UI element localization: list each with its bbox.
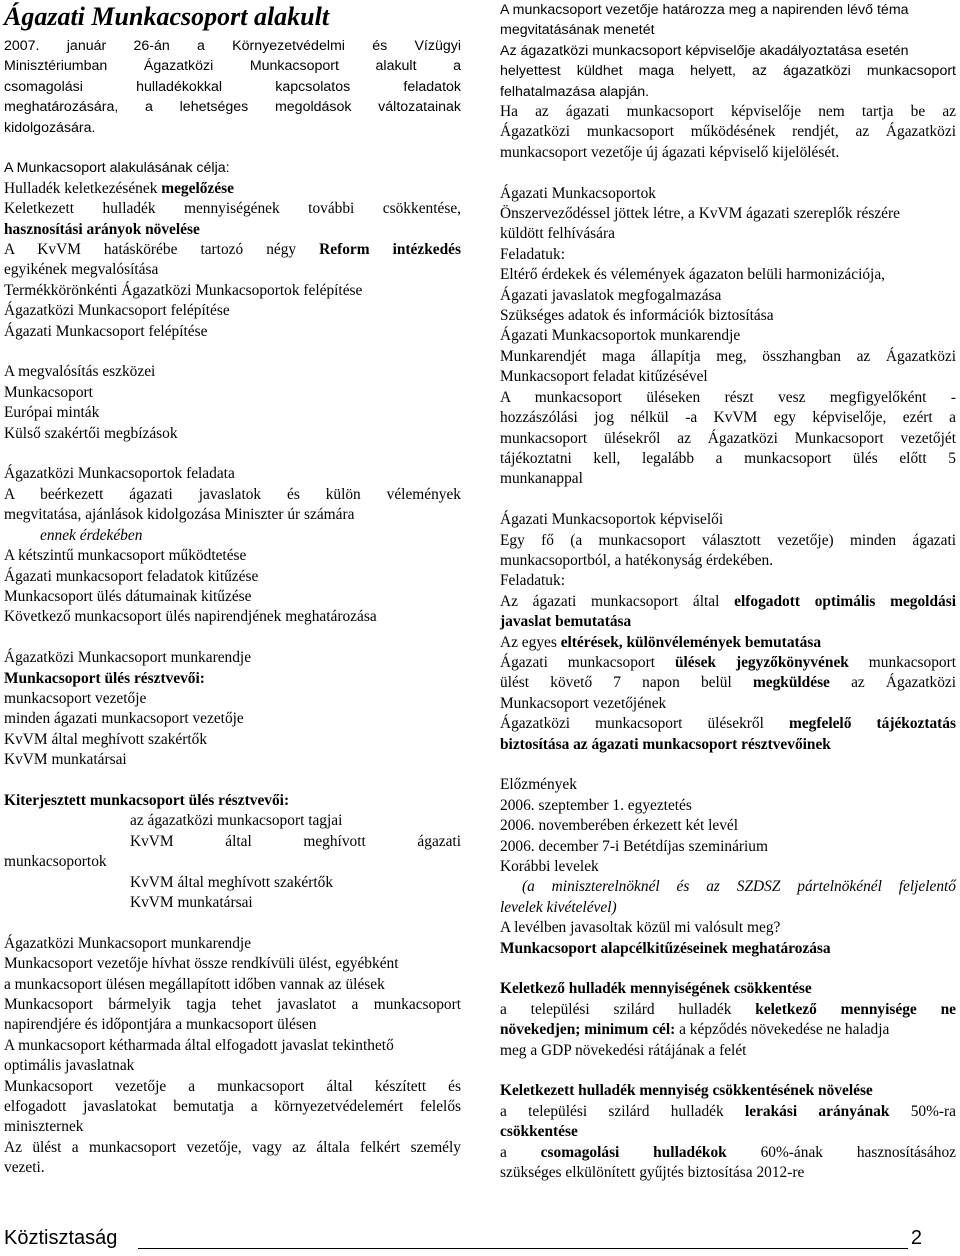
text-line: egyikének megvalósítása	[4, 261, 159, 279]
text-line: 2006. szeptember 1. egyeztetés	[500, 796, 692, 814]
text-run: a	[500, 1143, 541, 1161]
text-run: ülést követő 7 napon belül	[500, 674, 753, 692]
text-line: A Munkacsoport alakulásának célja:	[4, 160, 230, 177]
text-run: munkacsoport	[848, 653, 956, 671]
bold-text-run: lerakási arányának	[744, 1102, 890, 1120]
text-line	[500, 714, 956, 734]
text-run: az Ágazatközi	[829, 674, 957, 692]
text-run: Ágazati munkacsoport	[500, 653, 675, 671]
text-line: Feladatuk:	[500, 245, 565, 263]
text-line: miniszternek	[4, 1118, 84, 1136]
text-run: Hulladék keletkezésének	[4, 179, 162, 197]
text-line: vezeti.	[4, 1159, 45, 1177]
paragraph-spacer	[4, 771, 461, 791]
text-line	[500, 1122, 956, 1142]
text-line: Munkacsoport alapcélkitűzéseinek meghatározása	[500, 939, 831, 957]
text-line: Ágazatközi Munkacsoportok feladata	[4, 465, 235, 483]
text-line	[500, 1000, 956, 1020]
text-line: optimális javaslatnak	[4, 1057, 135, 1075]
page-footer	[4, 1226, 922, 1250]
text-line	[500, 592, 956, 612]
text-line: (a miniszterelnöknél és az SZDSZ pártelnökénél feljelentő	[522, 878, 956, 896]
text-line: munkanappal	[500, 470, 583, 488]
text-line: Ágazati munkacsoport feladatok kitűzése	[4, 567, 259, 585]
text-line: Ágazatközi munkacsoport működésének rendjét, az Ágazatközi	[500, 123, 956, 141]
paragraph-spacer	[500, 1061, 956, 1081]
paragraph-spacer	[500, 959, 956, 979]
paragraph-spacer	[500, 490, 956, 510]
column-separator	[483, 0, 484, 1196]
text-run: Az egyes	[500, 633, 561, 651]
text-line: munkacsoportok	[4, 853, 107, 871]
footer-section-name: Köztisztaság	[4, 1227, 118, 1249]
text-line	[500, 633, 956, 653]
text-line: Ágazati Munkacsoportok munkarendje	[500, 327, 741, 345]
text-line: megvitatása, ajánlások kidolgozása Miniszter úr számára	[4, 506, 355, 524]
bold-text-run: megfelelő tájékoztatás	[789, 715, 956, 733]
text-run: 50%-ra	[889, 1102, 956, 1120]
text-line: KvVM által meghívott ágazati	[130, 832, 461, 850]
text-line: küldött felhívására	[500, 225, 615, 243]
text-line: tájékoztatni kell, legalább a munkacsoport ülés előtt 5	[500, 449, 956, 467]
text-run: a települési szilárd hulladék	[500, 1102, 745, 1120]
text-line: szükséges elkülönített gyűjtés biztosítása 2012-re	[500, 1164, 805, 1182]
text-line: Keletkező hulladék mennyiségének csökkentése	[500, 980, 812, 998]
text-line: meg a GDP növekedési rátájának a felét	[500, 1041, 747, 1059]
bold-text-run: megküldése	[752, 674, 830, 692]
text-line: hozzászólási jog nélkül -a KvVM egy képviselője, ezért a	[500, 409, 956, 427]
text-line: A beérkezett ágazati javaslatok és külön vélemények	[4, 485, 461, 503]
text-line: KvVM munkatársai	[130, 893, 253, 911]
text-line: A kétszintű munkacsoport működtetése	[4, 547, 247, 565]
text-line: Önszerveződéssel jöttek létre, a KvVM ágazati szereplők részére	[500, 205, 900, 223]
text-line: Ha az ágazati munkacsoport képviselője nem tartja be az	[500, 103, 956, 121]
text-line	[500, 1020, 956, 1040]
text-line: Korábbi levelek	[500, 858, 599, 876]
text-line: Munkacsoport feladat kitűzésével	[500, 368, 708, 386]
text-line: Termékkörönkénti Ágazatközi Munkacsoportok felépítése	[4, 281, 363, 299]
text-line: Keletkezett hulladék mennyiségének további csökkentése,	[4, 200, 461, 218]
right-column	[500, 0, 956, 1183]
text-line: KvVM által meghívott szakértők	[4, 730, 208, 748]
text-line: kidolgozására.	[4, 119, 96, 136]
text-line: munkacsoport ülésekről az Ágazatközi Munkacsoport vezetőjét	[500, 429, 956, 447]
text-line: 2007. január 26-án a Környezetvédelmi és Vízügyi	[4, 38, 461, 54]
text-line: Ágazati Munkacsoport felépítése	[4, 322, 208, 340]
text-line: A munkacsoport vezetője határozza meg a napirenden lévő téma	[500, 2, 909, 18]
text-line: Szükséges adatok és információk biztosítása	[500, 307, 774, 325]
text-line: Munkacsoport vezetője a munkacsoport által készített és	[4, 1077, 461, 1095]
paragraph-spacer	[4, 913, 461, 933]
paragraph-spacer	[500, 163, 956, 183]
paragraph-spacer	[4, 342, 461, 362]
text-line	[500, 1102, 956, 1122]
text-line: Egy fő (a munkacsoport választott vezetője) minden ágazati	[500, 531, 956, 549]
text-line: A munkacsoport üléseken részt vesz megfigyelőként -	[500, 388, 956, 406]
text-line: Feladatuk:	[500, 572, 565, 590]
bold-text-run: hasznosítási arányok növelése	[4, 220, 200, 238]
bold-text-run: keletkező mennyisége ne	[755, 1000, 956, 1018]
text-line: munkacsoport vezetője új ágazati képviselő kijelölését.	[500, 143, 840, 161]
bold-text-run: javaslat bemutatása	[500, 613, 632, 631]
text-line: helyettest küldhet maga helyett, az ágazatközi munkacsoport	[500, 63, 956, 80]
text-line: Ágazatközi Munkacsoport munkarendje	[4, 649, 252, 667]
text-line: csomagolási hulladékokkal kapcsolatos feladatok	[4, 78, 461, 95]
text-run: a képződés növekedése ne haladja	[675, 1021, 890, 1039]
text-line: A megvalósítás eszközei	[4, 363, 156, 381]
text-line: Az ülést a munkacsoport vezetője, vagy az általa felkért személy	[4, 1138, 461, 1156]
paragraph-spacer	[4, 628, 461, 648]
text-line: A munkacsoport kétharmada által elfogadott javaslat tekinthető	[4, 1036, 394, 1054]
text-line	[500, 673, 956, 693]
text-line: ennek érdekében	[40, 526, 143, 544]
bold-text-run: biztosítása az ágazati munkacsoport résztvevőinek	[500, 735, 831, 753]
article-title: Ágazati Munkacsoport alakult	[4, 2, 330, 31]
text-line: az ágazatközi munkacsoport tagjai	[130, 812, 343, 830]
text-line: Munkacsoport	[4, 383, 93, 401]
text-run: 60%-ának hasznosításához	[726, 1143, 956, 1161]
left-column	[4, 0, 461, 1179]
text-line: KvVM által meghívott szakértők	[130, 873, 334, 891]
paragraph-spacer	[500, 755, 956, 775]
text-line: Következő munkacsoport ülés napirendjének meghatározása	[4, 608, 377, 626]
text-line	[500, 735, 956, 755]
bold-text-run: megelőzése	[161, 179, 234, 197]
bold-text-run: ülések jegyzőkönyvének	[674, 653, 849, 671]
text-line: 2006. novemberében érkezett két levél	[500, 817, 739, 835]
text-line: Keletkezett hulladék mennyiség csökkentésének növelése	[500, 1082, 873, 1100]
text-line: Munkacsoport vezetője hívhat össze rendkívüli ülést, egyébként	[4, 955, 399, 973]
right-column-body	[500, 0, 956, 1183]
text-line: Európai minták	[4, 404, 100, 422]
text-line: Kiterjesztett munkacsoport ülés résztvevői:	[4, 791, 290, 809]
text-line: KvVM munkatársai	[4, 751, 127, 769]
text-line: Eltérő érdekek és vélemények ágazaton belüli harmonizációja,	[500, 266, 886, 284]
text-line: 2006. december 7-i Betétdíjas szeminárium	[500, 837, 768, 855]
text-line: Minisztériumban Ágazatközi Munkacsoport alakult a	[4, 58, 461, 75]
text-line: felhatalmazása alapján.	[500, 83, 650, 100]
paragraph-spacer	[4, 444, 461, 464]
text-line: Külső szakértői megbízások	[4, 424, 178, 442]
text-line: a munkacsoport ülésen megállapított időben vannak az ülések	[4, 975, 385, 993]
text-line: munkacsoport vezetője	[4, 689, 147, 707]
left-column-body	[4, 36, 461, 1179]
text-line: Munkacsoport bármelyik tagja tehet javaslatot a munkacsoport	[4, 996, 461, 1013]
bold-text-run: eltérések, különvélemények bemutatása	[560, 633, 822, 651]
text-line: Ágazati Munkacsoportok képviselői	[500, 511, 724, 529]
text-line: Ágazati javaslatok megfogalmazása	[500, 286, 722, 304]
bold-text-run: növekedjen; minimum cél:	[500, 1021, 676, 1039]
text-run: Az ágazati munkacsoport által	[500, 592, 735, 610]
text-line: Az ágazatközi munkacsoport képviselője akadályoztatása esetén	[500, 42, 909, 59]
paragraph-spacer	[4, 138, 461, 158]
text-line	[500, 1143, 956, 1163]
footer-rule	[138, 1248, 908, 1249]
bold-text-run: elfogadott optimális megoldási	[734, 592, 956, 610]
text-line: minden ágazati munkacsoport vezetője	[4, 710, 244, 728]
text-line	[4, 220, 461, 240]
text-line	[4, 179, 461, 199]
text-line: Munkacsoport vezetőjének	[500, 694, 667, 712]
text-run: a települési szilárd hulladék	[500, 1000, 756, 1018]
text-run: A KvVM hatáskörébe tartozó négy	[4, 241, 320, 259]
bold-text-run: csomagolási hulladékok	[540, 1143, 727, 1161]
text-line: Ágazatközi Munkacsoport munkarendje	[4, 934, 252, 952]
text-line	[4, 240, 461, 260]
bold-text-run: Reform intézkedés	[319, 241, 461, 259]
text-line: Munkarendjét maga állapítja meg, összhangban az Ágazatközi	[500, 347, 956, 365]
text-line	[500, 653, 956, 673]
page-number: 2	[910, 1227, 922, 1249]
text-line: munkacsoportból, a hatékonyság érdekében.	[500, 551, 774, 569]
bold-text-run: csökkentése	[500, 1123, 578, 1141]
text-run: Ágazatközi munkacsoport ülésekről	[500, 715, 790, 733]
text-line: meghatározására, a lehetséges megoldások változatainak	[4, 99, 461, 116]
text-line: Ágazati Munkacsoportok	[500, 184, 657, 202]
text-line: Előzmények	[500, 776, 577, 794]
text-line: Munkacsoport ülés résztvevői:	[4, 669, 205, 687]
text-line: Munkacsoport ülés dátumainak kitűzése	[4, 587, 252, 605]
text-line: megvitatásának menetét	[500, 22, 655, 39]
text-line: napirendjére és időpontjára a munkacsoport ülésen	[4, 1016, 317, 1034]
text-line: A levélben javasoltak közül mi valósult meg?	[500, 919, 781, 937]
text-line: Ágazatközi Munkacsoport felépítése	[4, 302, 230, 320]
text-line	[500, 612, 956, 632]
text-line: elfogadott javaslatokat bemutatja a környezetvédelemért felelős	[4, 1098, 461, 1116]
text-line: levelek kivételével)	[500, 898, 617, 916]
